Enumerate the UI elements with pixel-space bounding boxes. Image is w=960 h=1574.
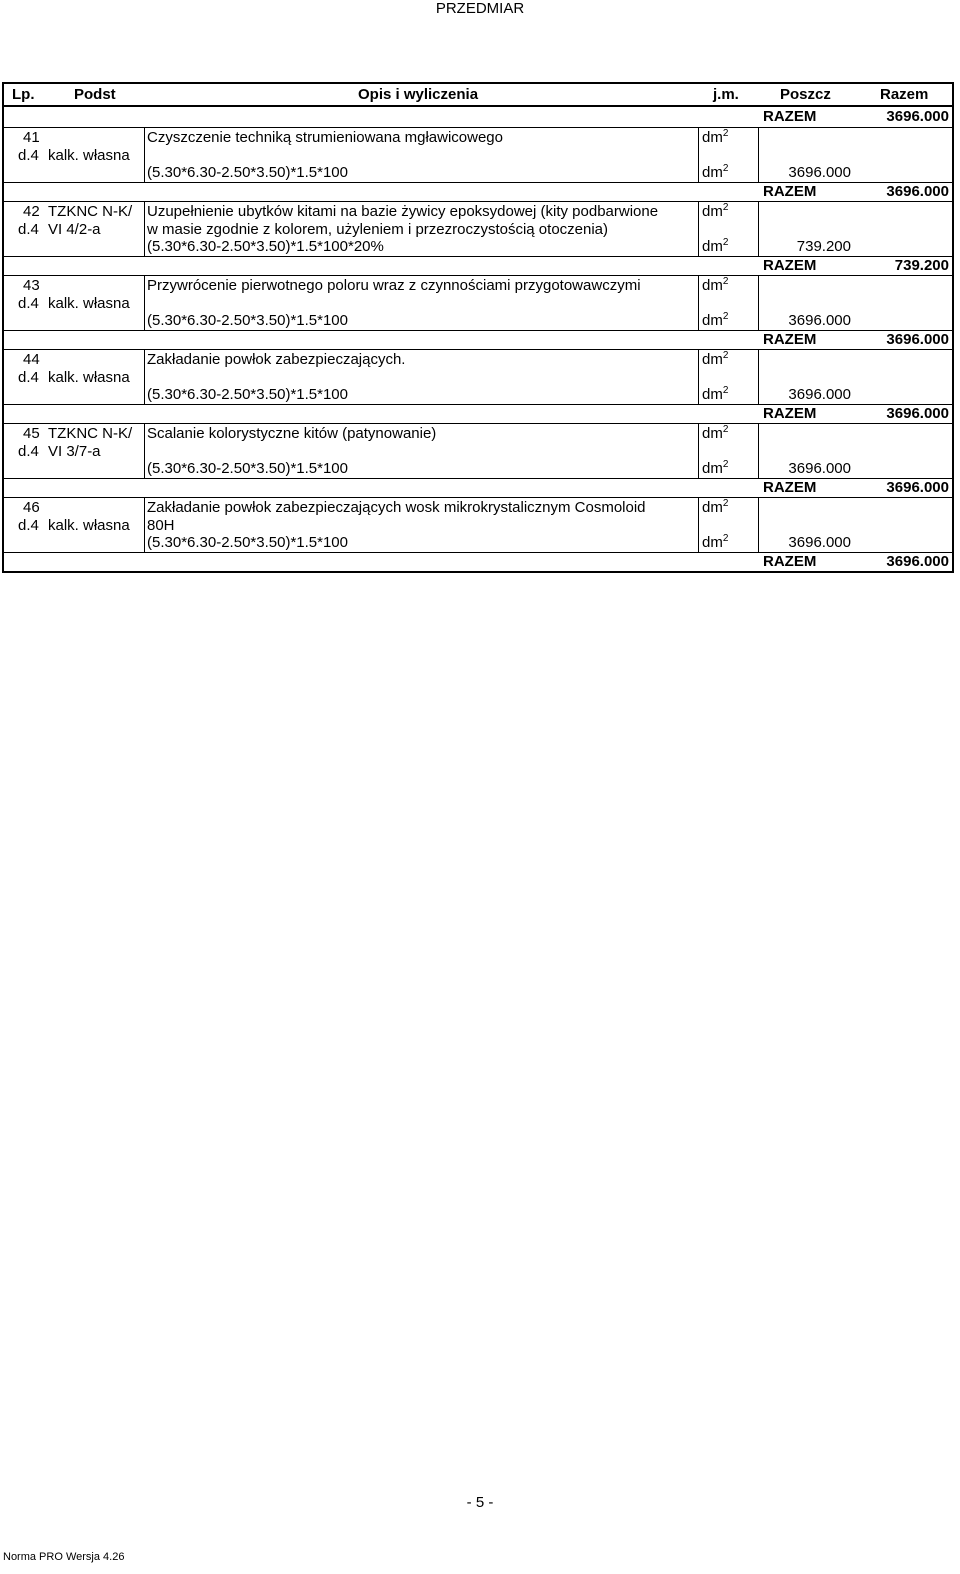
item-total-label: RAZEM [763,331,817,348]
item-total-label: RAZEM [763,553,817,570]
item-formula: (5.30*6.30-2.50*3.50)*1.5*100 [147,164,348,181]
item-formula-unit: $dm^2$ [702,385,729,403]
item-total-label: RAZEM [763,405,817,422]
top-total-value: 3696.000 [886,108,949,125]
item-lp: 43 [23,277,40,294]
item-description: Zakładanie powłok zabezpieczających wosk mikrokrystalicznym Cosmoloid [147,499,646,516]
przedmiar-table [2,82,954,573]
item-total-value: 3696.000 [886,479,949,496]
item-formula-unit: $dm^2$ [702,459,729,477]
item-formula-unit: $dm^2$ [702,163,729,181]
item-lp: 42 [23,203,40,220]
footer-version: Norma PRO Wersja 4.26 [3,1551,125,1563]
page-number: - 5 - [466,1494,494,1511]
item-unit: $dm^2$ [702,202,729,220]
item-podst-1: TZKNC N-K/ [48,203,133,220]
item-total-row [4,183,952,202]
item-description: Zakładanie powłok zabezpieczających. [147,351,406,368]
item-total-row [4,405,952,424]
table-row [4,128,952,183]
item-formula-unit: $dm^2$ [702,311,729,329]
item-total-value: 3696.000 [886,183,949,200]
item-lp-sub: d.4 [18,443,39,460]
item-lp-sub: d.4 [18,517,39,534]
item-podst-2: VI 3/7-a [48,443,101,460]
item-poszcz: 3696.000 [788,460,851,477]
item-formula-unit: $dm^2$ [702,237,729,255]
item-total-row [4,479,952,498]
header-podst: Podst [74,86,116,103]
item-total-row [4,331,952,350]
item-unit: $dm^2$ [702,350,729,368]
item-podst-2: kalk. własna [48,369,130,386]
table-row [4,350,952,405]
item-unit: $dm^2$ [702,276,729,294]
item-lp-sub: d.4 [18,295,39,312]
item-total-label: RAZEM [763,183,817,200]
item-formula: (5.30*6.30-2.50*3.50)*1.5*100 [147,460,348,477]
item-total-value: 3696.000 [886,553,949,570]
table-row [4,202,952,257]
header-razem: Razem [880,86,929,103]
header-jm: j.m. [713,86,739,103]
item-formula: (5.30*6.30-2.50*3.50)*1.5*100 [147,312,348,329]
item-podst-2: kalk. własna [48,147,130,164]
item-total-row [4,257,952,276]
item-lp: 46 [23,499,40,516]
item-total-row [4,553,952,571]
item-unit: $dm^2$ [702,498,729,516]
item-lp-sub: d.4 [18,369,39,386]
item-formula: (5.30*6.30-2.50*3.50)*1.5*100 [147,534,348,551]
item-total-value: 739.200 [894,257,949,274]
header-opis: Opis i wyliczenia [358,86,479,103]
item-podst-1: TZKNC N-K/ [48,425,133,442]
item-lp: 45 [23,425,40,442]
item-total-label: RAZEM [763,479,817,496]
item-poszcz: 3696.000 [788,534,851,551]
item-description: Przywrócenie pierwotnego poloru wraz z czynnościami przygotowawczymi [147,277,641,294]
item-total-label: RAZEM [763,257,817,274]
item-podst-2: VI 4/2-a [48,221,101,238]
item-formula: (5.30*6.30-2.50*3.50)*1.5*100*20% [147,238,384,255]
header-poszcz: Poszcz [780,86,831,103]
table-row [4,276,952,331]
item-podst-2: kalk. własna [48,517,130,534]
item-unit: $dm^2$ [702,424,729,442]
table-row [4,498,952,553]
item-poszcz: 739.200 [796,238,851,255]
item-lp: 41 [23,129,40,146]
item-description: Scalanie kolorystyczne kitów (patynowanie) [147,425,437,442]
item-poszcz: 3696.000 [788,164,851,181]
item-poszcz: 3696.000 [788,386,851,403]
item-description: Uzupełnienie ubytków kitami na bazie żywicy epoksydowej (kity podbarwione [147,203,659,220]
item-poszcz: 3696.000 [788,312,851,329]
page-title: PRZEDMIAR [435,0,525,17]
table-row [4,424,952,479]
item-description: w masie zgodnie z kolorem, użyleniem i przezroczystością otoczenia) [147,221,609,238]
table-header [4,84,952,107]
header-lp: Lp. [12,86,35,103]
items-list [4,128,952,571]
item-lp: 44 [23,351,40,368]
item-total-value: 3696.000 [886,331,949,348]
item-lp-sub: d.4 [18,147,39,164]
top-total-row [4,107,952,128]
item-total-value: 3696.000 [886,405,949,422]
top-total-label: RAZEM [763,108,817,125]
item-formula-unit: $dm^2$ [702,533,729,551]
item-lp-sub: d.4 [18,221,39,238]
item-description: Czyszczenie techniką strumieniowana mgławicowego [147,129,503,146]
item-formula: (5.30*6.30-2.50*3.50)*1.5*100 [147,386,348,403]
item-unit: $dm^2$ [702,128,729,146]
item-podst-2: kalk. własna [48,295,130,312]
item-description: 80H [147,517,175,534]
